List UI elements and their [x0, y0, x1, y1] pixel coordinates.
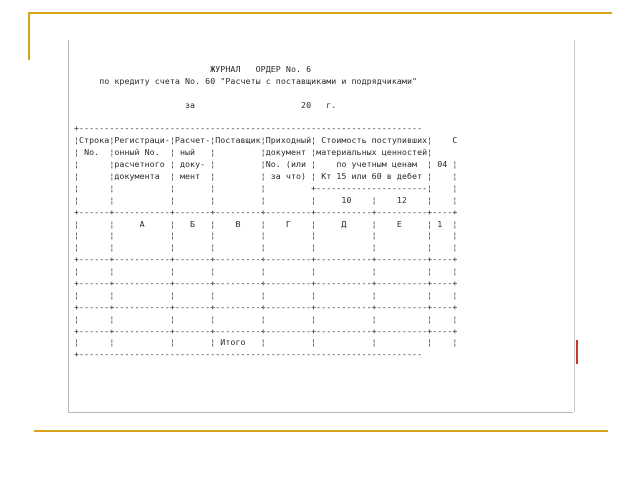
doc-line: за 20 г. [74, 99, 337, 110]
doc-line: +-------------------------------------------------------------------- [74, 349, 423, 360]
doc-line: ¦ ¦ ¦ ¦ ¦ +----------------------¦ ¦ [74, 182, 458, 193]
doc-line: +-------------------------------------------------------------------- [74, 123, 423, 134]
doc-line: ¦ ¦документа ¦ мент ¦ ¦ за что) ¦ Кт 15 или 60 в дебет ¦ ¦ [74, 171, 458, 182]
doc-line: по кредиту счета No. 60 "Расчеты с поставщиками и подрядчиками" [74, 75, 418, 86]
doc-line: +------+-----------+-------+---------+---------+-----------+----------+----+ [74, 325, 458, 336]
doc-line [74, 112, 457, 124]
doc-line: ¦ ¦ ¦ ¦ ¦ ¦ ¦ ¦ ¦ [74, 266, 458, 277]
doc-line: +------+-----------+-------+---------+---------+-----------+----------+----+ [74, 254, 458, 265]
doc-line: ¦ No. ¦онный No. ¦ ный ¦ ¦документ ¦материальных ценностей¦ [74, 147, 433, 158]
doc-line: ¦ ¦расчетного ¦ доку- ¦ ¦No. (или ¦ по учетным ценам ¦ 04 ¦ [74, 159, 458, 170]
doc-line: ¦ ¦ ¦ ¦ ¦ ¦ ¦ ¦ ¦ [74, 313, 458, 324]
doc-line [74, 88, 457, 100]
decorative-bottom-horizontal-line [34, 430, 608, 432]
red-margin-mark [576, 340, 578, 364]
decorative-top-vertical-line [28, 12, 30, 60]
document-right-edge [574, 40, 575, 412]
doc-line: +------+-----------+-------+---------+---------+-----------+----------+----+ [74, 278, 458, 289]
doc-line: ¦Строка¦Регистраци-¦Расчет-¦Поставщик¦Приходный¦ Стоимость поступивших¦ С [74, 135, 458, 146]
doc-line: ЖУРНАЛ ОРДЕР No. 6 [74, 64, 312, 74]
doc-line: +------+-----------+-------+---------+---------+-----------+----------+----+ [74, 206, 458, 217]
journal-order-text [74, 64, 457, 361]
doc-line: ¦ ¦ ¦ ¦ ¦ ¦ ¦ ¦ ¦ [74, 242, 458, 253]
doc-line: ¦ ¦ ¦ ¦ ¦ ¦ 10 ¦ 12 ¦ ¦ [74, 194, 458, 205]
decorative-top-horizontal-line [28, 12, 612, 14]
doc-line: ¦ ¦ А ¦ Б ¦ В ¦ Г ¦ Д ¦ Е ¦ 1 ¦ [74, 218, 458, 229]
doc-line: ¦ ¦ ¦ ¦ ¦ ¦ ¦ ¦ ¦ [74, 230, 458, 241]
doc-line: ¦ ¦ ¦ ¦ Итого ¦ ¦ ¦ ¦ ¦ [74, 337, 458, 348]
doc-line: +------+-----------+-------+---------+---------+-----------+----------+----+ [74, 301, 458, 312]
doc-line: ¦ ¦ ¦ ¦ ¦ ¦ ¦ ¦ ¦ [74, 289, 458, 300]
journal-order-document [68, 40, 573, 413]
